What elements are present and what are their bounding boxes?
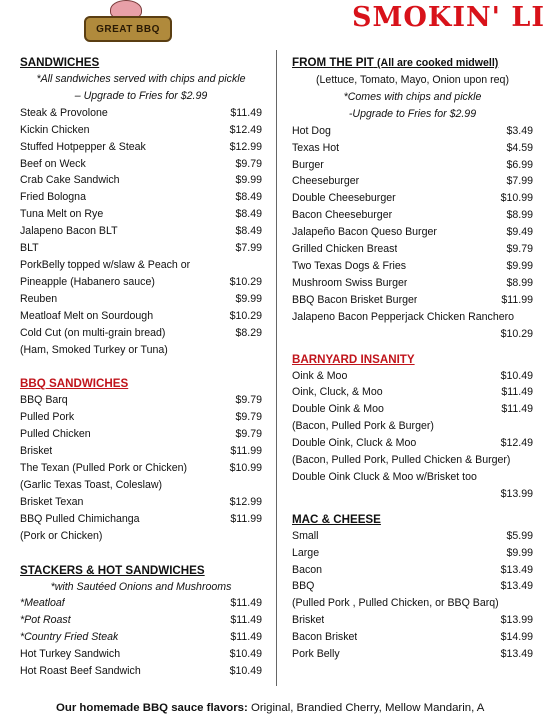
menu-item-name: Hot Roast Beef Sandwich	[20, 665, 141, 678]
menu-note: -Upgrade to Fries for $2.99	[348, 107, 477, 120]
menu-item-name: BBQ	[292, 580, 315, 593]
menu-item	[292, 486, 533, 503]
menu-item	[20, 325, 262, 342]
menu-item	[20, 257, 262, 274]
menu-item	[20, 460, 262, 477]
menu-item	[20, 392, 262, 409]
logo	[80, 0, 172, 44]
menu-item	[20, 122, 262, 139]
menu-item-name: Pulled Chicken	[20, 428, 91, 441]
menu-item	[292, 562, 533, 579]
menu-item-price: $11.99	[230, 445, 262, 458]
menu-item-name: (Bacon, Pulled Pork & Burger)	[292, 420, 434, 433]
menu-item	[292, 275, 533, 292]
menu-item-price: $9.99	[506, 546, 533, 559]
mac-cheese-list	[292, 528, 533, 663]
menu-item-price: $9.99	[235, 292, 262, 305]
menu-item	[20, 223, 262, 240]
menu-item	[292, 309, 533, 326]
menu-item-name: Bacon	[292, 563, 323, 576]
menu-item	[292, 123, 533, 140]
menu-item	[292, 452, 533, 469]
menu-item-price: $8.29	[235, 326, 262, 339]
menu-item	[20, 291, 262, 308]
menu-item	[292, 384, 533, 401]
menu-item-price: $11.49	[501, 386, 533, 399]
menu-item-name: Beef on Weck	[20, 157, 86, 170]
menu-item-name: Hot Turkey Sandwich	[20, 648, 121, 661]
menu-item-name: *Meatloaf	[20, 597, 65, 610]
menu-item-price: $10.29	[229, 275, 262, 288]
menu-note: *All sandwiches served with chips and pickle	[36, 73, 246, 85]
section-title-barnyard: BARNYARD INSANITY	[292, 352, 415, 366]
menu-item	[20, 612, 262, 629]
menu-item-price: $11.49	[501, 403, 533, 416]
right-column	[292, 54, 533, 663]
menu-item-name: Bacon Brisket	[292, 631, 358, 644]
menu-item-price: $10.49	[229, 665, 262, 678]
menu-item	[292, 140, 533, 157]
menu-item-price: $8.49	[235, 208, 262, 221]
menu-item	[292, 157, 533, 174]
menu-item-name: Steak & Provolone	[20, 106, 108, 119]
stackers-notes	[20, 579, 262, 596]
menu-item-name: Small	[292, 529, 319, 542]
menu-item	[20, 477, 262, 494]
section-title-from-the-pit	[292, 54, 533, 72]
menu-item-name: Pineapple (Habanero sauce)	[20, 275, 155, 288]
menu-item-price: $6.99	[506, 158, 533, 171]
menu-note: *with Sautéed Onions and Mushrooms	[50, 580, 232, 593]
menu-item-name: Mushroom Swiss Burger	[292, 276, 408, 289]
menu-item-name: BBQ Pulled Chimichanga	[20, 512, 140, 525]
menu-item	[292, 646, 533, 663]
menu-item	[20, 139, 262, 156]
menu-item	[20, 156, 262, 173]
menu-item	[20, 426, 262, 443]
menu-item-price: $13.49	[500, 563, 533, 576]
menu-item	[292, 469, 533, 486]
menu-item-price: $11.99	[501, 293, 533, 306]
menu-item-price: $9.79	[235, 411, 262, 424]
menu-item-name: Large	[292, 546, 320, 559]
bbq-sandwiches-list	[20, 392, 262, 544]
menu-item-name: Two Texas Dogs & Fries	[292, 259, 407, 272]
from-the-pit-list	[292, 123, 533, 343]
menu-item-price: $10.49	[500, 369, 533, 382]
menu-item	[20, 240, 262, 257]
menu-item-name: Bacon Cheeseburger	[292, 209, 393, 222]
menu-item-price: $13.99	[500, 487, 533, 500]
menu-item	[20, 105, 262, 122]
menu-item	[20, 409, 262, 426]
menu-item	[20, 528, 262, 545]
section-title-stackers: STACKERS & HOT SANDWICHES	[20, 563, 205, 577]
menu-item	[292, 326, 533, 343]
menu-item-price: $11.49	[230, 597, 262, 610]
stackers-list	[20, 595, 262, 680]
section-title-sandwiches: SANDWICHES	[20, 56, 100, 69]
menu-item-name: Brisket Texan	[20, 495, 84, 508]
menu-item-price: $8.49	[235, 225, 262, 238]
menu-item-name: Hot Dog	[292, 124, 331, 137]
menu-item-name: Stuffed Hotpepper & Steak	[20, 140, 146, 153]
from-the-pit-title: FROM THE PIT	[292, 56, 374, 69]
menu-item-price: $11.49	[230, 614, 262, 627]
menu-item	[20, 663, 262, 680]
menu-item-price: $9.99	[506, 259, 533, 272]
menu-note: (Lettuce, Tomato, Mayo, Onion upon req)	[316, 74, 509, 86]
menu-item-name: Jalapeno Bacon BLT	[20, 225, 118, 238]
footer-text: Original, Brandied Cherry, Mellow Mandarin, A	[247, 702, 485, 714]
menu-item	[20, 595, 262, 612]
menu-item	[292, 190, 533, 207]
from-the-pit-subtitle: (All are cooked midwell)	[377, 57, 499, 69]
logo-text: GREAT BBQ	[84, 16, 172, 42]
menu-item-price: $9.79	[235, 157, 262, 170]
menu-note: – Upgrade to Fries for $2.99	[74, 89, 208, 102]
menu-item-price: $4.59	[506, 141, 533, 154]
menu-item	[292, 528, 533, 545]
section-title-bbq-sandwiches: BBQ SANDWICHES	[20, 377, 129, 391]
menu-item-price: $7.99	[235, 242, 262, 255]
menu-item-name: Cold Cut (on multi-grain bread)	[20, 326, 166, 339]
menu-item-name: Kickin Chicken	[20, 123, 90, 136]
menu-item-price: $10.29	[500, 327, 533, 340]
menu-item	[20, 308, 262, 325]
menu-item	[292, 173, 533, 190]
barnyard-list	[292, 368, 533, 503]
column-divider	[276, 50, 277, 686]
menu-item-price: $10.49	[229, 648, 262, 661]
menu-item-name: Pulled Pork	[20, 411, 75, 424]
menu-item-name: Cheeseburger	[292, 175, 360, 188]
menu-item-price: $9.49	[506, 226, 533, 239]
menu-item-name: BLT	[20, 242, 39, 255]
from-the-pit-notes	[292, 72, 533, 123]
menu-item-name: *Country Fried Steak	[20, 631, 119, 644]
menu-item	[20, 646, 262, 663]
menu-item	[20, 189, 262, 206]
menu-item-name: (Garlic Texas Toast, Coleslaw)	[20, 478, 163, 491]
menu-item	[20, 511, 262, 528]
menu-item	[292, 629, 533, 646]
menu-item-price: $12.99	[229, 495, 262, 508]
menu-item-price: $11.99	[230, 512, 262, 525]
menu-item-name: Brisket	[292, 614, 325, 627]
menu-item-name: Double Cheeseburger	[292, 192, 396, 205]
menu-item-name: Jalapeño Bacon Queso Burger	[292, 226, 437, 239]
menu-item-name: *Pot Roast	[20, 614, 71, 627]
menu-item-price: $11.49	[230, 106, 262, 119]
menu-item-price: $3.49	[506, 124, 533, 137]
menu-item	[20, 274, 262, 291]
menu-item-price: $8.49	[235, 191, 262, 204]
menu-item-name: Meatloaf Melt on Sourdough	[20, 309, 154, 322]
menu-item	[292, 224, 533, 241]
menu-item-name: Grilled Chicken Breast	[292, 243, 398, 256]
menu-item-name: Oink, Cluck, & Moo	[292, 386, 383, 399]
menu-item	[292, 241, 533, 258]
menu-item-price: $9.79	[235, 394, 262, 407]
menu-item-price: $5.99	[506, 529, 533, 542]
menu-item-price: $8.99	[506, 209, 533, 222]
menu-item	[20, 443, 262, 460]
menu-item-price: $13.99	[500, 614, 533, 627]
menu-item-name: BBQ Bacon Brisket Burger	[292, 293, 418, 306]
menu-item-price: $9.79	[235, 428, 262, 441]
menu-item	[292, 207, 533, 224]
menu-item-price: $7.99	[506, 175, 533, 188]
sandwiches-notes	[20, 71, 262, 105]
left-column	[20, 54, 262, 680]
menu-item	[292, 258, 533, 275]
menu-item-price: $9.99	[235, 174, 262, 187]
brand-title: SMOKIN' LI	[352, 2, 545, 33]
menu-item	[292, 578, 533, 595]
sauce-flavors-footer	[56, 702, 549, 714]
menu-item	[292, 545, 533, 562]
menu-item	[292, 612, 533, 629]
menu-item-price: $12.49	[229, 123, 262, 136]
menu-note: *Comes with chips and pickle	[343, 90, 482, 103]
menu-item-price: $10.29	[229, 309, 262, 322]
menu-item-name: Double Oink Cluck & Moo w/Brisket too	[292, 470, 477, 483]
menu-item	[292, 368, 533, 385]
menu-item-price: $13.49	[500, 648, 533, 661]
menu-item	[20, 494, 262, 511]
menu-item	[292, 418, 533, 435]
menu-item-name: (Pork or Chicken)	[20, 529, 103, 542]
menu-item-name: (Pulled Pork , Pulled Chicken, or BBQ Barq)	[292, 597, 499, 610]
menu-item	[20, 206, 262, 223]
menu-item	[20, 342, 262, 359]
menu-item-name: Texas Hot	[292, 141, 340, 154]
menu-item-name: (Ham, Smoked Turkey or Tuna)	[20, 343, 168, 356]
menu-item-name: BBQ Barq	[20, 394, 68, 407]
menu-item-name: Jalapeno Bacon Pepperjack Chicken Ranchero	[292, 310, 515, 323]
menu-item-name: The Texan (Pulled Pork or Chicken)	[20, 462, 188, 475]
sandwiches-list	[20, 105, 262, 359]
menu-item-name: Fried Bologna	[20, 191, 86, 204]
menu-item-price: $12.99	[229, 140, 262, 153]
menu-item-name: Oink & Moo	[292, 369, 348, 382]
footer-label: Our homemade BBQ sauce flavors:	[56, 702, 248, 714]
menu-item-price: $10.99	[500, 192, 533, 205]
menu-item-name: Crab Cake Sandwich	[20, 174, 120, 187]
menu-item-name: (Bacon, Pulled Pork, Pulled Chicken & Burger)	[292, 454, 511, 467]
menu-item-name: Tuna Melt on Rye	[20, 208, 104, 221]
menu-item	[292, 435, 533, 452]
menu-item-name: PorkBelly topped w/slaw & Peach or	[20, 258, 191, 271]
menu-item-name: Brisket	[20, 445, 53, 458]
menu-item-name: Reuben	[20, 292, 58, 305]
menu-item-price: $14.99	[500, 631, 533, 644]
menu-item-price: $11.49	[230, 631, 262, 644]
menu-item-name: Pork Belly	[292, 648, 340, 661]
menu-item-price: $13.49	[500, 580, 533, 593]
menu-item	[292, 401, 533, 418]
menu-item	[292, 595, 533, 612]
menu-item-price: $12.49	[500, 437, 533, 450]
menu-item-price: $9.79	[506, 243, 533, 256]
menu-item-price: $10.99	[229, 462, 262, 475]
menu-item-price: $8.99	[506, 276, 533, 289]
menu-item-name: Double Oink, Cluck & Moo	[292, 437, 417, 450]
menu-item-name: Burger	[292, 158, 324, 171]
menu-item-name: Double Oink & Moo	[292, 403, 384, 416]
section-title-mac-cheese: MAC & CHEESE	[292, 512, 381, 526]
menu-item	[20, 172, 262, 189]
menu-item	[292, 292, 533, 309]
menu-item	[20, 629, 262, 646]
